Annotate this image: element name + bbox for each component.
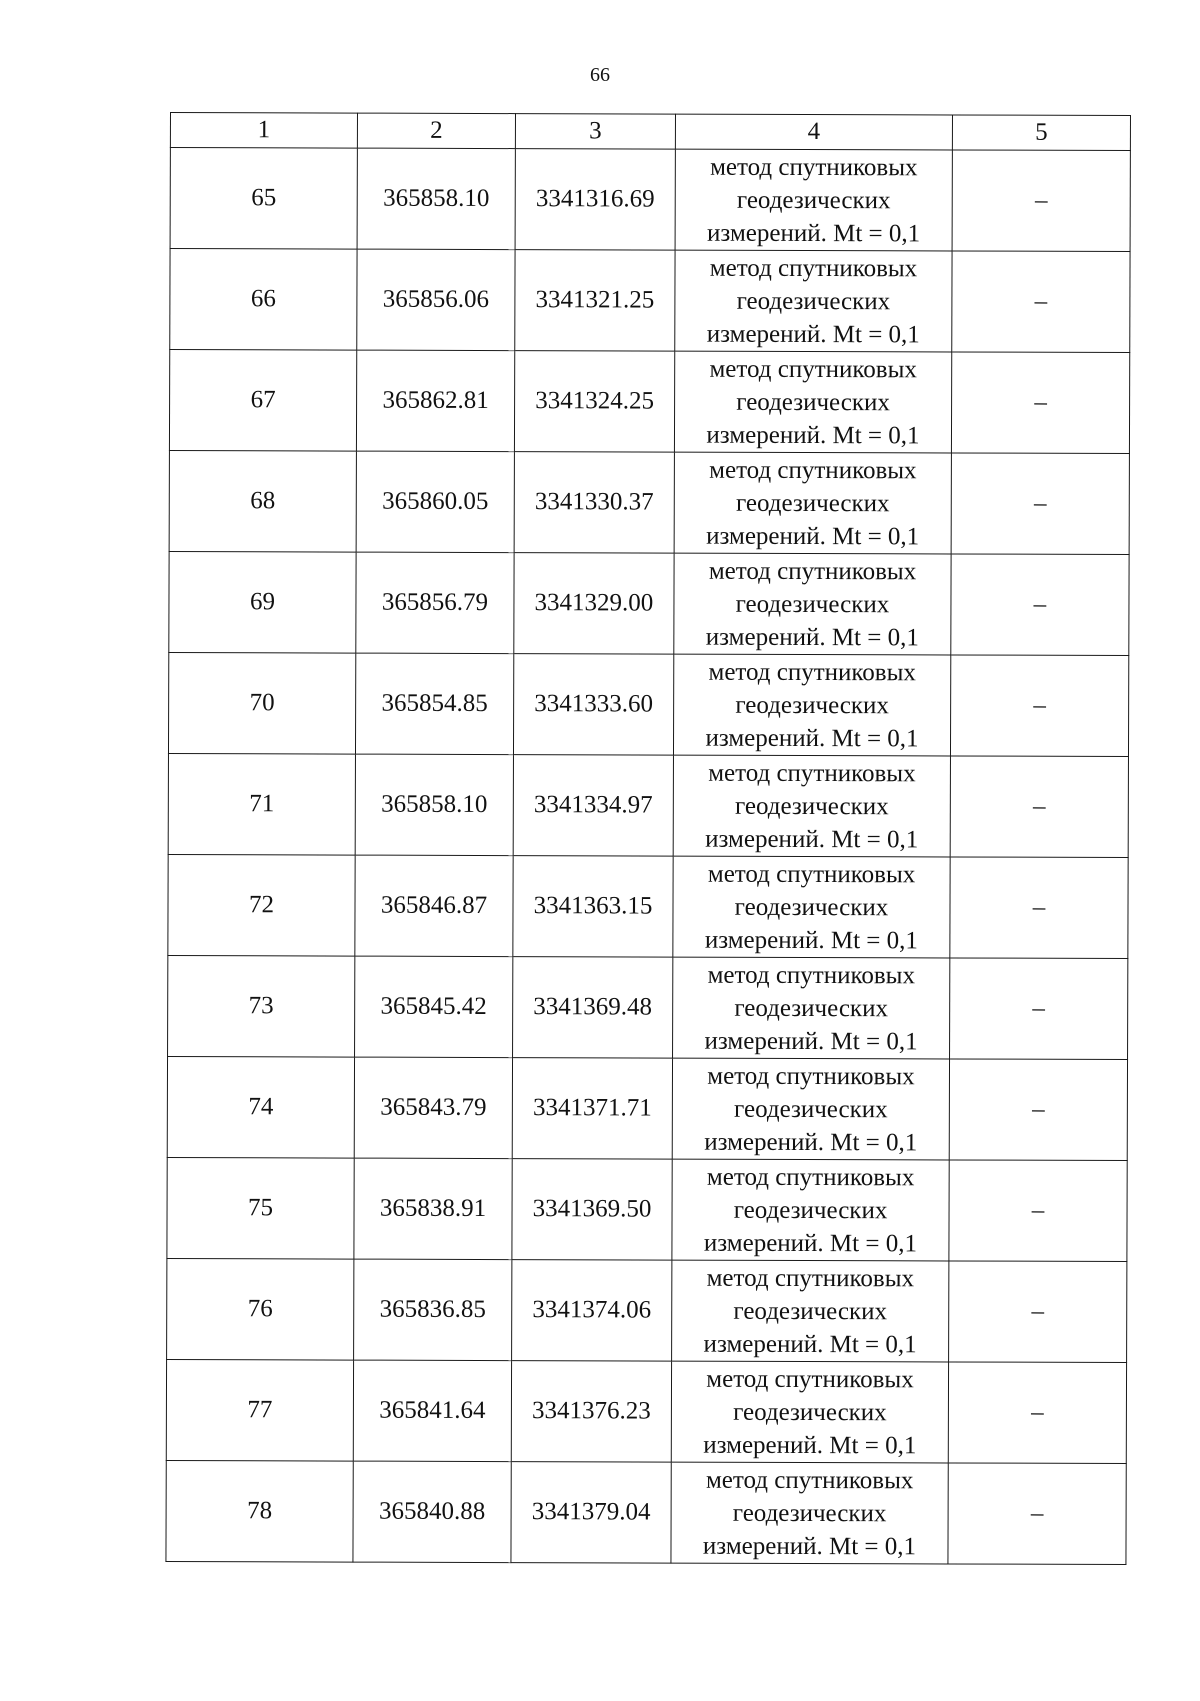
method-line: измерений. Mt = 0,1 bbox=[706, 522, 920, 550]
method-cell bbox=[673, 755, 950, 857]
note-cell: – bbox=[949, 1261, 1127, 1363]
table-row bbox=[168, 854, 1128, 958]
x-coordinate-cell: 365858.10 bbox=[355, 754, 513, 855]
method-line: геодезических bbox=[735, 691, 889, 719]
note-cell: – bbox=[949, 1059, 1127, 1161]
method-line: геодезических bbox=[736, 388, 890, 416]
x-coordinate-cell: 365836.85 bbox=[354, 1259, 512, 1360]
y-coordinate-cell: 3341371.71 bbox=[512, 1058, 672, 1160]
note-cell: – bbox=[950, 958, 1128, 1060]
method-line: измерений. Mt = 0,1 bbox=[704, 1128, 918, 1156]
y-coordinate-cell: 3341324.25 bbox=[514, 351, 674, 453]
y-coordinate-cell: 3341374.06 bbox=[512, 1260, 672, 1362]
method-line: геодезических bbox=[733, 1297, 888, 1325]
table-row bbox=[169, 350, 1129, 454]
table-row bbox=[167, 1157, 1127, 1261]
point-number-cell: 76 bbox=[167, 1258, 354, 1360]
note-cell: – bbox=[950, 857, 1128, 959]
x-coordinate-cell: 365846.87 bbox=[355, 855, 513, 956]
method-cell bbox=[674, 553, 951, 655]
header-cell-1: 1 bbox=[170, 113, 357, 149]
method-line: измерений. Mt = 0,1 bbox=[704, 926, 918, 954]
method-line: метод спутниковых bbox=[708, 658, 916, 686]
point-number-cell: 69 bbox=[169, 551, 356, 653]
method-line: геодезических bbox=[732, 1499, 887, 1527]
table-row bbox=[168, 955, 1128, 1059]
method-line: измерений. Mt = 0,1 bbox=[703, 1431, 917, 1459]
note-cell: – bbox=[949, 1160, 1127, 1262]
x-coordinate-cell: 365840.88 bbox=[353, 1461, 511, 1562]
method-line: измерений. Mt = 0,1 bbox=[705, 623, 919, 651]
x-coordinate-cell: 365856.06 bbox=[357, 249, 515, 350]
point-number-cell: 77 bbox=[166, 1359, 353, 1461]
y-coordinate-cell: 3341321.25 bbox=[515, 250, 675, 352]
method-line: метод спутниковых bbox=[708, 759, 916, 787]
y-coordinate-cell: 3341379.04 bbox=[511, 1462, 671, 1564]
method-cell bbox=[671, 1361, 948, 1463]
method-line: измерений. Mt = 0,1 bbox=[706, 421, 920, 449]
method-cell bbox=[675, 250, 952, 352]
point-number-cell: 66 bbox=[170, 249, 357, 351]
y-coordinate-cell: 3341333.60 bbox=[513, 654, 673, 756]
method-cell bbox=[672, 1260, 949, 1362]
x-coordinate-cell: 365858.10 bbox=[357, 148, 515, 249]
x-coordinate-cell: 365841.64 bbox=[353, 1360, 511, 1461]
point-number-cell: 68 bbox=[169, 450, 356, 552]
point-number-cell: 73 bbox=[168, 955, 355, 1057]
method-line: метод спутниковых bbox=[705, 1466, 914, 1494]
method-line: измерений. Mt = 0,1 bbox=[703, 1229, 918, 1257]
y-coordinate-cell: 3341369.48 bbox=[513, 957, 673, 1059]
point-number-cell: 71 bbox=[168, 753, 355, 855]
table-row bbox=[169, 450, 1129, 554]
table-body bbox=[166, 148, 1130, 1565]
x-coordinate-cell: 365838.91 bbox=[354, 1158, 512, 1259]
method-cell bbox=[671, 1462, 948, 1564]
method-line: геодезических bbox=[735, 590, 890, 618]
header-cell-3: 3 bbox=[515, 114, 675, 150]
x-coordinate-cell: 365856.79 bbox=[356, 552, 514, 653]
method-line: метод спутниковых bbox=[710, 153, 918, 181]
method-cell bbox=[673, 957, 950, 1059]
page-number: 66 bbox=[590, 64, 610, 86]
table-row bbox=[170, 249, 1130, 353]
point-number-cell: 74 bbox=[167, 1056, 354, 1158]
method-cell bbox=[673, 654, 950, 756]
note-cell: – bbox=[948, 1463, 1126, 1565]
method-line: геодезических bbox=[736, 287, 891, 315]
method-line: измерений. Mt = 0,1 bbox=[704, 1027, 918, 1055]
method-line: метод спутниковых bbox=[707, 1062, 915, 1090]
x-coordinate-cell: 365862.81 bbox=[356, 350, 514, 451]
note-cell: – bbox=[950, 655, 1128, 757]
table-row bbox=[170, 148, 1130, 252]
method-line: геодезических bbox=[734, 994, 889, 1022]
method-line: измерений. Mt = 0,1 bbox=[705, 724, 919, 752]
y-coordinate-cell: 3341369.50 bbox=[512, 1159, 672, 1261]
method-cell bbox=[674, 452, 951, 554]
method-line: измерений. Mt = 0,1 bbox=[703, 1330, 917, 1358]
method-line: геодезических bbox=[733, 1398, 887, 1426]
table-row bbox=[167, 1258, 1127, 1362]
table-row bbox=[166, 1460, 1126, 1564]
method-line: метод спутниковых bbox=[706, 1365, 914, 1393]
method-line: метод спутниковых bbox=[706, 1264, 915, 1292]
note-cell: – bbox=[951, 554, 1129, 656]
point-number-cell: 78 bbox=[166, 1460, 353, 1562]
note-cell: – bbox=[952, 150, 1130, 252]
table-row bbox=[166, 1359, 1126, 1463]
y-coordinate-cell: 3341316.69 bbox=[515, 149, 675, 251]
method-line: измерений. Mt = 0,1 bbox=[706, 320, 920, 348]
method-line: геодезических bbox=[734, 1095, 888, 1123]
method-cell bbox=[673, 856, 950, 958]
method-line: измерений. Mt = 0,1 bbox=[702, 1532, 917, 1560]
method-line: измерений. Mt = 0,1 bbox=[705, 825, 919, 853]
header-cell-5: 5 bbox=[952, 115, 1130, 151]
note-cell: – bbox=[948, 1362, 1126, 1464]
note-cell: – bbox=[951, 352, 1129, 454]
method-cell bbox=[672, 1058, 949, 1160]
method-line: геодезических bbox=[734, 792, 889, 820]
x-coordinate-cell: 365854.85 bbox=[355, 653, 513, 754]
method-line: геодезических bbox=[733, 1196, 888, 1224]
method-line: метод спутниковых bbox=[707, 860, 916, 888]
method-line: метод спутниковых bbox=[709, 456, 917, 484]
y-coordinate-cell: 3341334.97 bbox=[513, 755, 673, 857]
table-row bbox=[167, 1056, 1127, 1160]
point-number-cell: 70 bbox=[168, 652, 355, 754]
point-number-cell: 65 bbox=[170, 148, 357, 250]
table-row bbox=[169, 551, 1129, 655]
point-number-cell: 67 bbox=[169, 350, 356, 452]
method-line: метод спутниковых bbox=[709, 355, 917, 383]
x-coordinate-cell: 365845.42 bbox=[355, 956, 513, 1057]
method-line: метод спутниковых bbox=[706, 1163, 915, 1191]
method-line: метод спутниковых bbox=[708, 557, 917, 585]
method-line: метод спутниковых bbox=[709, 254, 918, 282]
note-cell: – bbox=[950, 756, 1128, 858]
table-header bbox=[170, 113, 1130, 151]
coordinates-table bbox=[165, 112, 1131, 1565]
x-coordinate-cell: 365843.79 bbox=[354, 1057, 512, 1158]
y-coordinate-cell: 3341363.15 bbox=[513, 856, 673, 958]
method-line: метод спутниковых bbox=[707, 961, 916, 989]
table-row bbox=[168, 753, 1128, 857]
y-coordinate-cell: 3341329.00 bbox=[514, 553, 674, 655]
x-coordinate-cell: 365860.05 bbox=[356, 451, 514, 552]
note-cell: – bbox=[952, 251, 1130, 353]
point-number-cell: 75 bbox=[167, 1157, 354, 1259]
method-cell bbox=[672, 1159, 949, 1261]
header-cell-2: 2 bbox=[357, 113, 515, 148]
method-cell bbox=[674, 351, 951, 453]
header-cell-4: 4 bbox=[675, 114, 952, 150]
note-cell: – bbox=[951, 453, 1129, 555]
method-line: геодезических bbox=[736, 186, 891, 214]
point-number-cell: 72 bbox=[168, 854, 355, 956]
method-cell bbox=[675, 149, 952, 251]
y-coordinate-cell: 3341376.23 bbox=[511, 1361, 671, 1463]
method-line: геодезических bbox=[735, 489, 890, 517]
method-line: геодезических bbox=[734, 893, 889, 921]
method-line: измерений. Mt = 0,1 bbox=[707, 219, 921, 247]
table-row bbox=[168, 652, 1128, 756]
header-row bbox=[170, 113, 1130, 151]
y-coordinate-cell: 3341330.37 bbox=[514, 452, 674, 554]
